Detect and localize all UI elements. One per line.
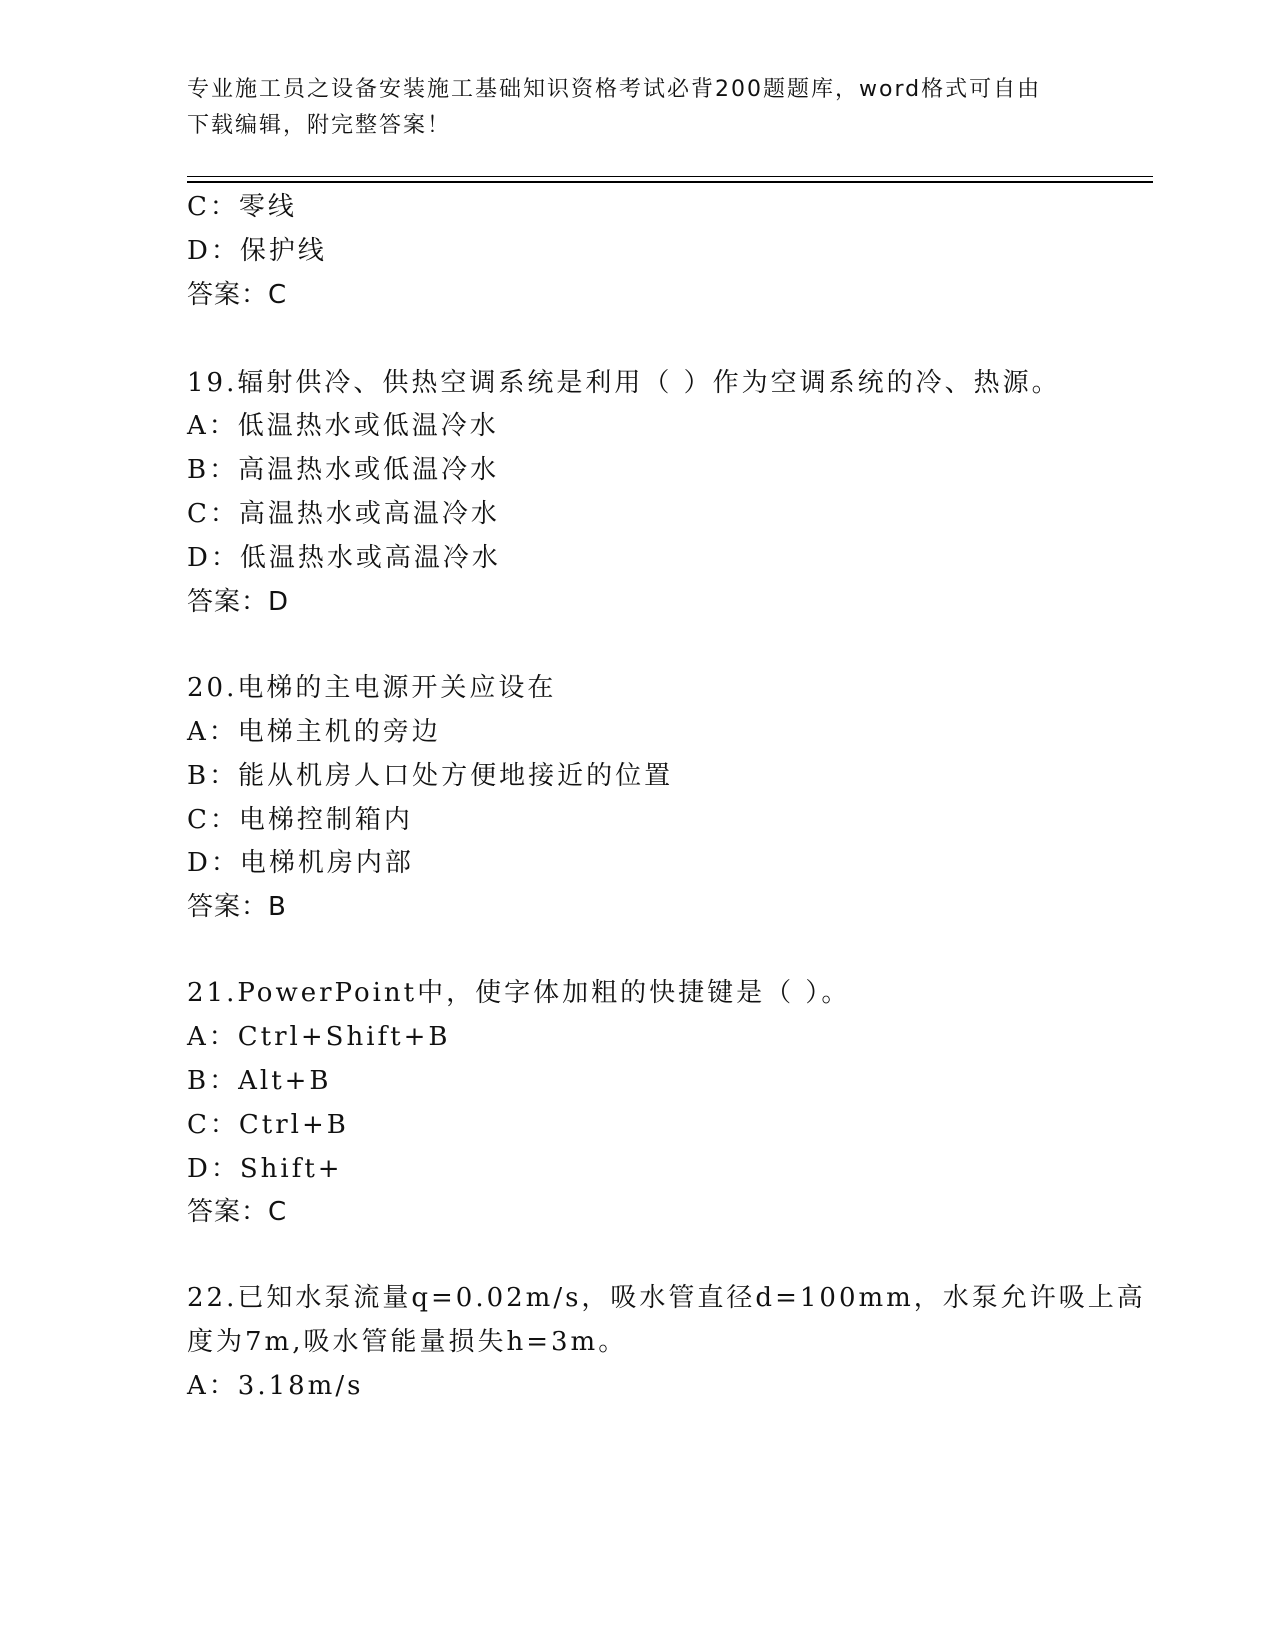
option-d: D：Shift+ (187, 1154, 343, 1184)
answer-line: 答案：C (187, 1197, 288, 1227)
option-b: B：高温热水或低温冷水 (187, 455, 500, 485)
question-text-line-1: 22.已知水泵流量q=0.02m/s，吸水管直径d=100mm，水泵允许吸上高 (187, 1283, 1146, 1313)
option-a: A：Ctrl+Shift+B (187, 1022, 451, 1052)
document-title (187, 72, 1067, 144)
question-text: 20.电梯的主电源开关应设在 (187, 673, 557, 703)
option-c: C：零线 (187, 192, 297, 222)
question-text-line-2: 度为7m,吸水管能量损失h=3m。 (187, 1327, 628, 1357)
option-d: D：电梯机房内部 (187, 848, 414, 878)
option-c: C：高温热水或高温冷水 (187, 499, 500, 529)
question-text: 19.辐射供冷、供热空调系统是利用（ ）作为空调系统的冷、热源。 (187, 368, 1061, 398)
option-a: A：电梯主机的旁边 (187, 717, 441, 747)
option-c: C：电梯控制箱内 (187, 805, 413, 835)
option-b: B：Alt+B (187, 1066, 332, 1096)
option-d: D：保护线 (187, 236, 327, 266)
option-a: A：低温热水或低温冷水 (187, 411, 499, 441)
title-line-1: 专业施工员之设备安装施工基础知识资格考试必背200题题库，word格式可自由 (187, 77, 1042, 102)
option-a: A：3.18m/s (187, 1371, 364, 1401)
header-divider-thin (187, 176, 1153, 177)
answer-line: 答案：C (187, 280, 288, 310)
title-line-2: 下载编辑，附完整答案！ (187, 113, 452, 138)
option-b: B：能从机房人口处方便地接近的位置 (187, 761, 674, 791)
header-divider-thick (187, 181, 1153, 183)
option-c: C：Ctrl+B (187, 1110, 349, 1140)
answer-line: 答案：D (187, 587, 290, 617)
question-text: 21.PowerPoint中，使字体加粗的快捷键是（ ）。 (187, 978, 851, 1008)
option-d: D：低温热水或高温冷水 (187, 543, 501, 573)
answer-line: 答案：B (187, 892, 287, 922)
